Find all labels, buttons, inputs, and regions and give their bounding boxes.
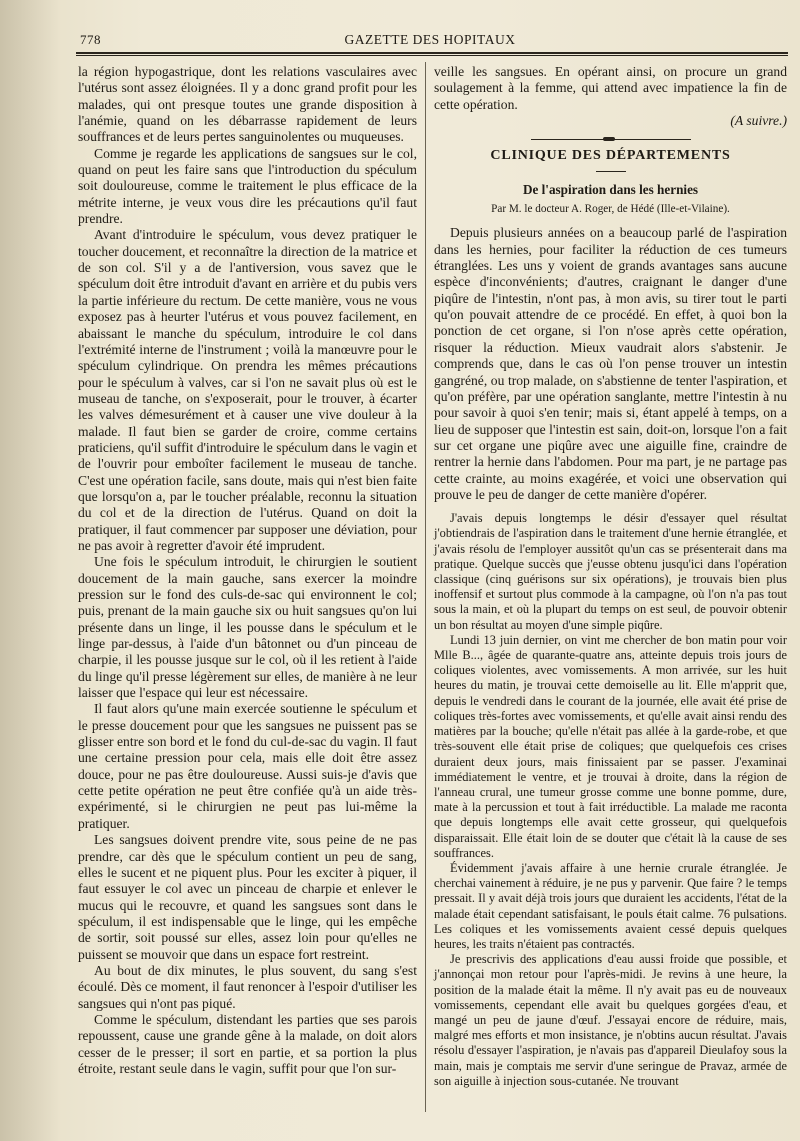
page-number: 778 [80, 32, 101, 47]
right-column [434, 64, 787, 1089]
left-column [78, 64, 417, 1077]
header-rule-thin [76, 55, 788, 56]
running-header [80, 32, 780, 52]
scan-shadow [0, 0, 60, 1141]
section-title: CLINIQUE DES DÉPARTEMENTS [490, 148, 731, 164]
case-paragraph: Lundi 13 juin dernier, on vint me chercher de bon matin pour voir Mlle B..., âgée de quarante-quatre ans, atteinte depuis trois jours de coliques violentes, avec vomissements. A mon arrivée, sur les huit heures du matin, je trouvai cette demoiselle au lit. Elle m'apprit que, depuis le vendredi dans le courant de la journée, elle avait été prise de coliques très-fortes avec vomissements, et qu'elle avait ainsi rendu des matières par la bouche; qu'elle n'était pas allée à la garde-robe, et que très-souvent elle était prise de coliques; que quelquefois ces crises duraient deux jours, mais finissaient par se passer. J'examinai immédiatement le ventre, et je trouvai à droite, dans la région de l'anneau crural, une tumeur grosse comme une bonne pomme, dure, mate à la percussion et tout à fait irréductible. La malade me raconta que depuis longtemps elle avait cette grosseur, qui quelquefois disparaissait. Elle était loin de se douter que c'était là la cause de ses souffrances. [434, 632, 787, 860]
case-paragraph: Évidemment j'avais affaire à une hernie crurale étranglée. Je cherchai vainement à réduire, je ne pus y parvenir. Que faire ? le temps pressait. Il y avait déjà trois jours que duraient les accidents, l'état de la malade était cependant satisfaisant, le pouls était calme. 76 pulsations. Les coliques et les vomissements avaient cessé depuis quelques heures, les traits n'étaient pas contractés. [434, 860, 787, 951]
case-paragraph: J'avais depuis longtemps le désir d'essayer quel résultat j'obtiendrais de l'aspiration dans le traitement d'une hernie étranglée, et j'avais résolu de l'employer aussitôt qu'un cas se présenterait dans ma pratique. Quelque succès que j'eusse obtenu jusqu'ici dans l'opération classique (cinq guérisons sur six opérations), je trouvais bien plus inoffensif et surtout plus commode à la campagne, où l'on n'a pas tout sous la main, et où la plupart du temps on est seul, de pouvoir obtenir un bon résultat au moyen d'une simple piqûre. [434, 511, 787, 632]
continued-paragraph: veille les sangsues. En opérant ainsi, on procure un grand soulagement à la femme, qui attend avec impatience la fin de cette opération. [434, 64, 787, 112]
column-divider [425, 62, 426, 1112]
section-rule [596, 171, 626, 172]
paragraph: la région hypogastrique, dont les relations vasculaires avec l'utérus sont assez éloignées. Il y a donc grand profit pour les malades, qui ont presque toutes une grande disposition à l'anémie, quand on les débarrasse rapidement de leurs souffrances et de leurs pertes sanguinolentes ou muqueuses. [78, 64, 417, 145]
paragraph: Avant d'introduire le spéculum, vous devez pratiquer le toucher doucement, et reconnaître la direction de la matrice et de son col. S'il y a de l'antiversion, vous savez que le spéculum doit être introduit d'avant en arrière et du pubis vers la partie inférieure du rectum. De cette manière, vous ne vous exposez pas à heurter l'utérus et vous pouvez facilement, en abaissant le manche du spéculum, introduire le col dans l'extrémité interne de l'instrument ; voilà la manœuvre pour le spéculum cylindrique. On prendra les mêmes précautions pour le spéculum à valves, car si l'on ne savait plus où est le museau de tanche, on s'exposerait, pour le trouver, à écarter les valves démesurément et à causer une vive douleur à la malade. Il faut bien se garder de croire, comme certains praticiens, qu'il suffit d'introduire le spéculum dans le vagin et de l'ouvrir pour emboîter facilement le museau de tanche. C'est une opération facile, sans doute, mais qui n'est bien faite que lorsqu'on a, par le toucher préalable, reconnu la situation du col et de la direction de l'utérus. Quand on doit la pratiquer, il faut commencer par supposer une déviation, pour ne pas avoir à regretter d'avoir été imprudent. [78, 227, 417, 553]
paragraph: Depuis plusieurs années on a beaucoup parlé de l'aspiration dans les hernies, pour faciliter la réduction de ces tumeurs étranglées. Les uns y voient de grands avantages sans aucune espèce d'inconvénients; d'autres, craignant le danger d'une piqûre de l'intestin, n'ont pas, à mon avis, su tirer tout le parti qu'on pouvait attendre de ce procédé. En effet, à quoi bon la ponction de cet organe, si l'on n'ose après cette opération, risquer la réduction. Mieux vaudrait alors s'abstenir. Je comprends que, dans le cas où l'on pense trouver un intestin gangréné, ou trop malade, on s'abstienne de tenter l'aspiration, et qu'on préfère, par une opération sanglante, mettre l'intestin à nu pour savoir à quoi s'en tenir; mais si, étant appelé à temps, on a lieu de supposer que l'intestin est sain, doit-on, lorsque l'on a fait sur cet organe une piqûre avec une aiguille fine, craindre de rentrer la hernie dans l'abdomen. Pour ma part, je ne partage pas cette crainte, au moins exagérée, et voici une observation qui prouve le peu de danger de cette manière d'opérer. [434, 225, 787, 502]
journal-title: GAZETTE DES HOPITAUX [344, 32, 516, 47]
paragraph: Comme je regarde les applications de sangsues sur le col, quand on peut les faire sans que l'introduction du spéculum soit douloureuse, comme le traitement le plus efficace de la métrite interne, je veux vous dire les précautions qu'il faut prendre. [78, 145, 417, 227]
paragraph: Comme le spéculum, distendant les parties que ses parois repoussent, cause une grande gêne à la malade, on doit alors cesser de le presser; il sort en partie, et sa portion la plus étroite, restant seule dans le vagin, suffit pour que l'on sur- [78, 1011, 417, 1076]
paragraph: Une fois le spéculum introduit, le chirurgien le soutient doucement de la main gauche, sans exercer la moindre pression sur le fond des culs-de-sac qui environnent le col; puis, prenant de la main gauche six ou huit sangsues qu'on lui présente dans un linge, il les pousse dans le spéculum et le linge par-dessus, à l'aide d'un bâtonnet ou d'un pinceau de charpie, il les pousse jusque sur le col, où il les retient à l'aide du linge qu'il presse légèrement sur elles, de manière à ne leur laisser que l'espace qui leur est nécessaire. [78, 554, 417, 701]
header-rule [76, 52, 788, 54]
case-paragraph: Je prescrivis des applications d'eau aussi froide que possible, et j'annonçai mon retour pour l'après-midi. Je revins à une heure, la position de la malade était la même. Il n'y avait pas eu de nouveaux vomissements, cependant elle avait bu quelques gorgées d'eau, et mangé un peu de jaune d'œuf. J'essayai encore de réduire, mais, malgré mes efforts et mon insistance, je n'obtins aucun résultat. J'avais résolu d'essayer l'aspiration, je n'avais pas d'appareil Dieulafoy sous la main, mais je comptais me servir d'une seringue de Pravaz, armée de son aiguille à injection sous-cutanée. Ne trouvant [434, 952, 787, 1088]
paragraph: Il faut alors qu'une main exercée soutienne le spéculum et le presse doucement pour que les sangsues ne puissent pas se glisser entre son bord et le fond du cul-de-sac du vagin. Il faut une certaine pression pour cela, mais elle doit être assez douce, pour ne pas être douloureuse. Aussi suis-je d'avis que cette petite opération ne peut être confiée qu'à un aide très-expérimenté, si le chirurgien ne peut pas lui-même la pratiquer. [78, 701, 417, 831]
paragraph: Au bout de dix minutes, le plus souvent, du sang s'est écoulé. Dès ce moment, il faut renoncer à l'espoir d'utiliser les sangsues qui n'ont pas piqué. [78, 962, 417, 1011]
to-be-continued-note: (A suivre.) [730, 113, 787, 129]
article-title: De l'aspiration dans les hernies [522, 181, 699, 197]
ornamental-rule [531, 139, 691, 140]
byline: Par M. le docteur A. Roger, de Hédé (Ille-et-Vilaine). [491, 203, 730, 216]
paragraph: Les sangsues doivent prendre vite, sous peine de ne pas prendre, car dès que le spéculum contient un peu de sang, elles le sucent et ne piquent plus. Pour les exciter à piquer, il faut essuyer le col avec un pinceau de charpie et enlever le mucus qui le recouvre, et quand les sangsues sont dans le spéculum, il est indispensable que le linge, qui les empêche de sortir, soit poussé sur elles, assez loin pour qu'elles ne puissent se mouvoir que dans un espace fort restreint. [78, 832, 417, 962]
case-report [434, 511, 787, 1089]
